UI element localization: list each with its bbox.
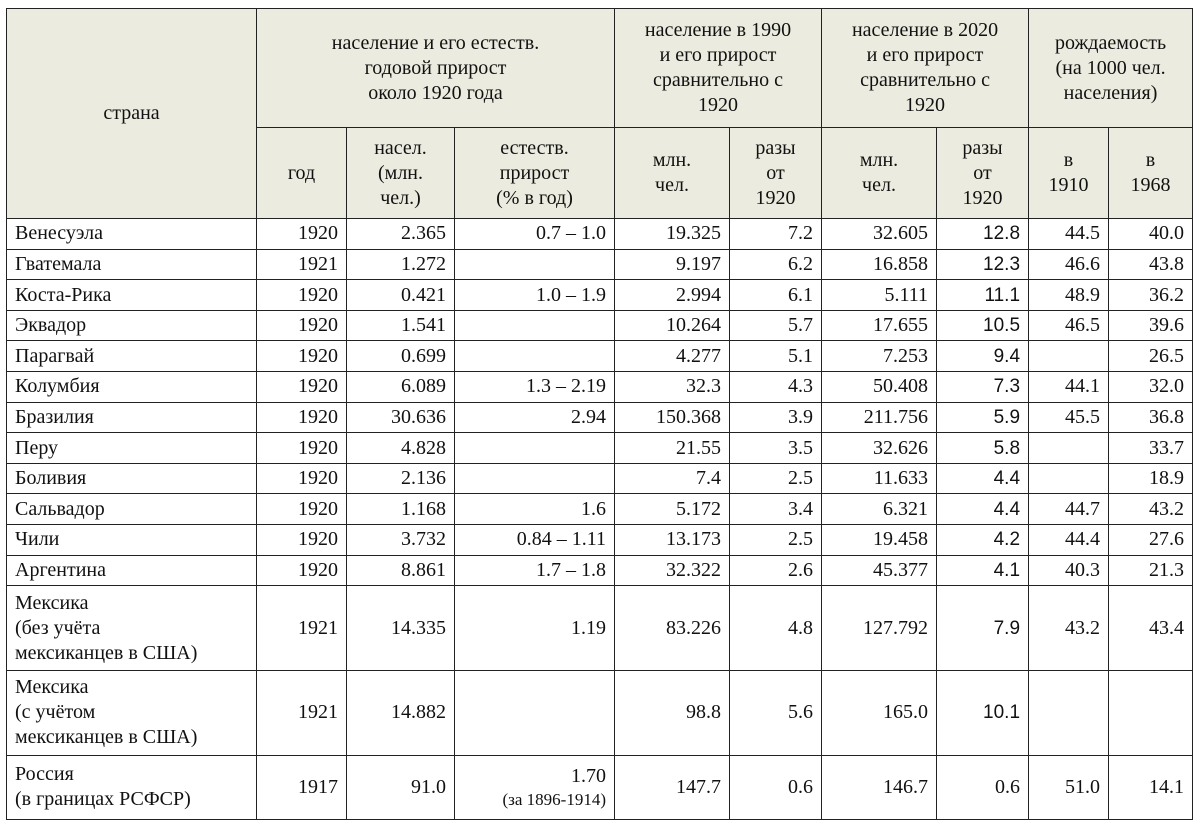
- birth-1910-cell: 44.4: [1029, 525, 1109, 556]
- mln-2020-cell: 211.756: [822, 402, 937, 433]
- growth-cell: [455, 463, 615, 494]
- mln-2020-cell: 16.858: [822, 249, 937, 280]
- birth-1968-cell: 33.7: [1109, 433, 1193, 464]
- year-cell: 1921: [257, 586, 347, 671]
- table-row: [7, 463, 1193, 494]
- table-row: [7, 671, 1193, 756]
- year-cell: 1920: [257, 341, 347, 372]
- table-row: [7, 341, 1193, 372]
- times-2020-cell: 10.1: [937, 671, 1029, 756]
- header-birth-1910: в 1910: [1029, 128, 1109, 219]
- header-birth-1968: в 1968: [1109, 128, 1193, 219]
- table-row: [7, 249, 1193, 280]
- header-growth: естеств. прирост (% в год): [455, 128, 615, 219]
- country-name: Чили: [7, 525, 257, 556]
- birth-1968-cell: [1109, 671, 1193, 756]
- year-cell: 1920: [257, 494, 347, 525]
- mln-1990-cell: 150.368: [615, 402, 730, 433]
- birth-1910-cell: 44.5: [1029, 219, 1109, 250]
- times-1990-cell: 6.2: [730, 249, 822, 280]
- year-cell: 1920: [257, 219, 347, 250]
- mln-2020-cell: 50.408: [822, 372, 937, 403]
- birth-1968-cell: 39.6: [1109, 310, 1193, 341]
- birth-1968-cell: 36.2: [1109, 280, 1193, 311]
- table-row: [7, 280, 1193, 311]
- table-row: [7, 494, 1193, 525]
- times-1990-cell: 3.4: [730, 494, 822, 525]
- mln-1990-cell: 19.325: [615, 219, 730, 250]
- mln-2020-cell: 165.0: [822, 671, 937, 756]
- mln-2020-cell: 127.792: [822, 586, 937, 671]
- birth-1968-cell: 43.4: [1109, 586, 1193, 671]
- times-2020-cell: 4.1: [937, 555, 1029, 586]
- growth-cell: 1.6: [455, 494, 615, 525]
- pop-cell: 6.089: [347, 372, 455, 403]
- pop-cell: 4.828: [347, 433, 455, 464]
- header-country: страна: [7, 9, 257, 219]
- country-name: Аргентина: [7, 555, 257, 586]
- growth-cell: [455, 341, 615, 372]
- times-1990-cell: 0.6: [730, 755, 822, 819]
- times-2020-cell: 4.4: [937, 494, 1029, 525]
- year-cell: 1920: [257, 555, 347, 586]
- birth-1968-cell: 14.1: [1109, 755, 1193, 819]
- times-1990-cell: 2.5: [730, 463, 822, 494]
- birth-1968-cell: 32.0: [1109, 372, 1193, 403]
- year-cell: 1920: [257, 372, 347, 403]
- mln-2020-cell: 19.458: [822, 525, 937, 556]
- pop-cell: 1.272: [347, 249, 455, 280]
- birth-1910-cell: 48.9: [1029, 280, 1109, 311]
- mln-1990-cell: 83.226: [615, 586, 730, 671]
- times-2020-cell: 9.4: [937, 341, 1029, 372]
- header-group-1990: население в 1990 и его прирост сравнительно с 1920: [615, 9, 822, 128]
- country-name: Эквадор: [7, 310, 257, 341]
- mln-1990-cell: 2.994: [615, 280, 730, 311]
- mln-1990-cell: 10.264: [615, 310, 730, 341]
- population-table: [6, 8, 1193, 820]
- pop-cell: 91.0: [347, 755, 455, 819]
- mln-2020-cell: 7.253: [822, 341, 937, 372]
- mln-2020-cell: 17.655: [822, 310, 937, 341]
- times-2020-cell: 10.5: [937, 310, 1029, 341]
- pop-cell: 1.168: [347, 494, 455, 525]
- times-2020-cell: 12.8: [937, 219, 1029, 250]
- mln-1990-cell: 4.277: [615, 341, 730, 372]
- header-group-2020: население в 2020 и его прирост сравнительно с 1920: [822, 9, 1029, 128]
- country-name: Россия (в границах РСФСР): [7, 755, 257, 819]
- mln-1990-cell: 5.172: [615, 494, 730, 525]
- times-2020-cell: 12.3: [937, 249, 1029, 280]
- times-2020-cell: 4.4: [937, 463, 1029, 494]
- times-1990-cell: 7.2: [730, 219, 822, 250]
- year-cell: 1921: [257, 671, 347, 756]
- growth-cell: [455, 310, 615, 341]
- times-1990-cell: 4.3: [730, 372, 822, 403]
- mln-2020-cell: 146.7: [822, 755, 937, 819]
- table-row: [7, 525, 1193, 556]
- birth-1968-cell: 26.5: [1109, 341, 1193, 372]
- header-year: год: [257, 128, 347, 219]
- table-row: [7, 586, 1193, 671]
- times-1990-cell: 4.8: [730, 586, 822, 671]
- table-row: [7, 310, 1193, 341]
- birth-1910-cell: 46.5: [1029, 310, 1109, 341]
- pop-cell: 14.882: [347, 671, 455, 756]
- country-name: Боливия: [7, 463, 257, 494]
- country-name: Колумбия: [7, 372, 257, 403]
- pop-cell: 2.136: [347, 463, 455, 494]
- birth-1968-cell: 36.8: [1109, 402, 1193, 433]
- times-1990-cell: 3.9: [730, 402, 822, 433]
- pop-cell: 8.861: [347, 555, 455, 586]
- growth-cell: 0.7 – 1.0: [455, 219, 615, 250]
- pop-cell: 2.365: [347, 219, 455, 250]
- country-name: Венесуэла: [7, 219, 257, 250]
- country-name: Сальвадор: [7, 494, 257, 525]
- year-cell: 1920: [257, 402, 347, 433]
- birth-1968-cell: 40.0: [1109, 219, 1193, 250]
- pop-cell: 0.421: [347, 280, 455, 311]
- times-2020-cell: 0.6: [937, 755, 1029, 819]
- times-1990-cell: 2.6: [730, 555, 822, 586]
- mln-1990-cell: 32.322: [615, 555, 730, 586]
- header-times-1990: разы от 1920: [730, 128, 822, 219]
- pop-cell: 0.699: [347, 341, 455, 372]
- country-name: Мексика (без учёта мексиканцев в США): [7, 586, 257, 671]
- year-cell: 1920: [257, 280, 347, 311]
- times-1990-cell: 6.1: [730, 280, 822, 311]
- birth-1910-cell: [1029, 341, 1109, 372]
- times-1990-cell: 3.5: [730, 433, 822, 464]
- pop-cell: 30.636: [347, 402, 455, 433]
- times-2020-cell: 5.9: [937, 402, 1029, 433]
- birth-1968-cell: 18.9: [1109, 463, 1193, 494]
- growth-cell: 1.0 – 1.9: [455, 280, 615, 311]
- mln-1990-cell: 7.4: [615, 463, 730, 494]
- growth-cell: 1.70 (за 1896-1914): [455, 755, 615, 819]
- growth-cell: 1.19: [455, 586, 615, 671]
- birth-1968-cell: 21.3: [1109, 555, 1193, 586]
- table-row: [7, 372, 1193, 403]
- birth-1910-cell: 44.1: [1029, 372, 1109, 403]
- year-cell: 1920: [257, 433, 347, 464]
- birth-1910-cell: [1029, 433, 1109, 464]
- mln-2020-cell: 45.377: [822, 555, 937, 586]
- header-times-2020: разы от 1920: [937, 128, 1029, 219]
- table-row: [7, 755, 1193, 819]
- mln-1990-cell: 98.8: [615, 671, 730, 756]
- birth-1910-cell: 43.2: [1029, 586, 1109, 671]
- table-row: [7, 555, 1193, 586]
- header-mln-1990: млн. чел.: [615, 128, 730, 219]
- country-name: Мексика (с учётом мексиканцев в США): [7, 671, 257, 756]
- header-group-1920: население и его естеств. годовой прирост около 1920 года: [257, 9, 615, 128]
- country-name: Коста-Рика: [7, 280, 257, 311]
- times-1990-cell: 5.6: [730, 671, 822, 756]
- birth-1910-cell: [1029, 671, 1109, 756]
- country-name: Парагвай: [7, 341, 257, 372]
- mln-2020-cell: 6.321: [822, 494, 937, 525]
- mln-1990-cell: 9.197: [615, 249, 730, 280]
- year-cell: 1921: [257, 249, 347, 280]
- growth-cell: [455, 433, 615, 464]
- header-mln-2020: млн. чел.: [822, 128, 937, 219]
- times-2020-cell: 4.2: [937, 525, 1029, 556]
- birth-1910-cell: 46.6: [1029, 249, 1109, 280]
- mln-1990-cell: 147.7: [615, 755, 730, 819]
- country-name: Гватемала: [7, 249, 257, 280]
- mln-1990-cell: 32.3: [615, 372, 730, 403]
- year-cell: 1917: [257, 755, 347, 819]
- times-1990-cell: 5.7: [730, 310, 822, 341]
- growth-cell: 1.3 – 2.19: [455, 372, 615, 403]
- table-row: [7, 433, 1193, 464]
- times-2020-cell: 11.1: [937, 280, 1029, 311]
- table-row: [7, 219, 1193, 250]
- times-1990-cell: 5.1: [730, 341, 822, 372]
- mln-2020-cell: 11.633: [822, 463, 937, 494]
- header-group-birthrate: рождаемость (на 1000 чел. населения): [1029, 9, 1193, 128]
- country-name: Бразилия: [7, 402, 257, 433]
- birth-1968-cell: 43.8: [1109, 249, 1193, 280]
- times-2020-cell: 5.8: [937, 433, 1029, 464]
- growth-note: (за 1896-1914): [502, 789, 606, 809]
- growth-cell: [455, 671, 615, 756]
- times-2020-cell: 7.9: [937, 586, 1029, 671]
- mln-1990-cell: 13.173: [615, 525, 730, 556]
- pop-cell: 14.335: [347, 586, 455, 671]
- birth-1968-cell: 27.6: [1109, 525, 1193, 556]
- year-cell: 1920: [257, 310, 347, 341]
- year-cell: 1920: [257, 463, 347, 494]
- year-cell: 1920: [257, 525, 347, 556]
- birth-1968-cell: 43.2: [1109, 494, 1193, 525]
- growth-cell: 0.84 – 1.11: [455, 525, 615, 556]
- table-row: [7, 402, 1193, 433]
- birth-1910-cell: 44.7: [1029, 494, 1109, 525]
- mln-2020-cell: 5.111: [822, 280, 937, 311]
- country-name: Перу: [7, 433, 257, 464]
- pop-cell: 1.541: [347, 310, 455, 341]
- pop-cell: 3.732: [347, 525, 455, 556]
- birth-1910-cell: [1029, 463, 1109, 494]
- mln-1990-cell: 21.55: [615, 433, 730, 464]
- growth-cell: 1.7 – 1.8: [455, 555, 615, 586]
- times-2020-cell: 7.3: [937, 372, 1029, 403]
- times-1990-cell: 2.5: [730, 525, 822, 556]
- growth-cell: 2.94: [455, 402, 615, 433]
- birth-1910-cell: 40.3: [1029, 555, 1109, 586]
- growth-cell: [455, 249, 615, 280]
- header-pop-1920: насел. (млн. чел.): [347, 128, 455, 219]
- mln-2020-cell: 32.605: [822, 219, 937, 250]
- mln-2020-cell: 32.626: [822, 433, 937, 464]
- birth-1910-cell: 51.0: [1029, 755, 1109, 819]
- birth-1910-cell: 45.5: [1029, 402, 1109, 433]
